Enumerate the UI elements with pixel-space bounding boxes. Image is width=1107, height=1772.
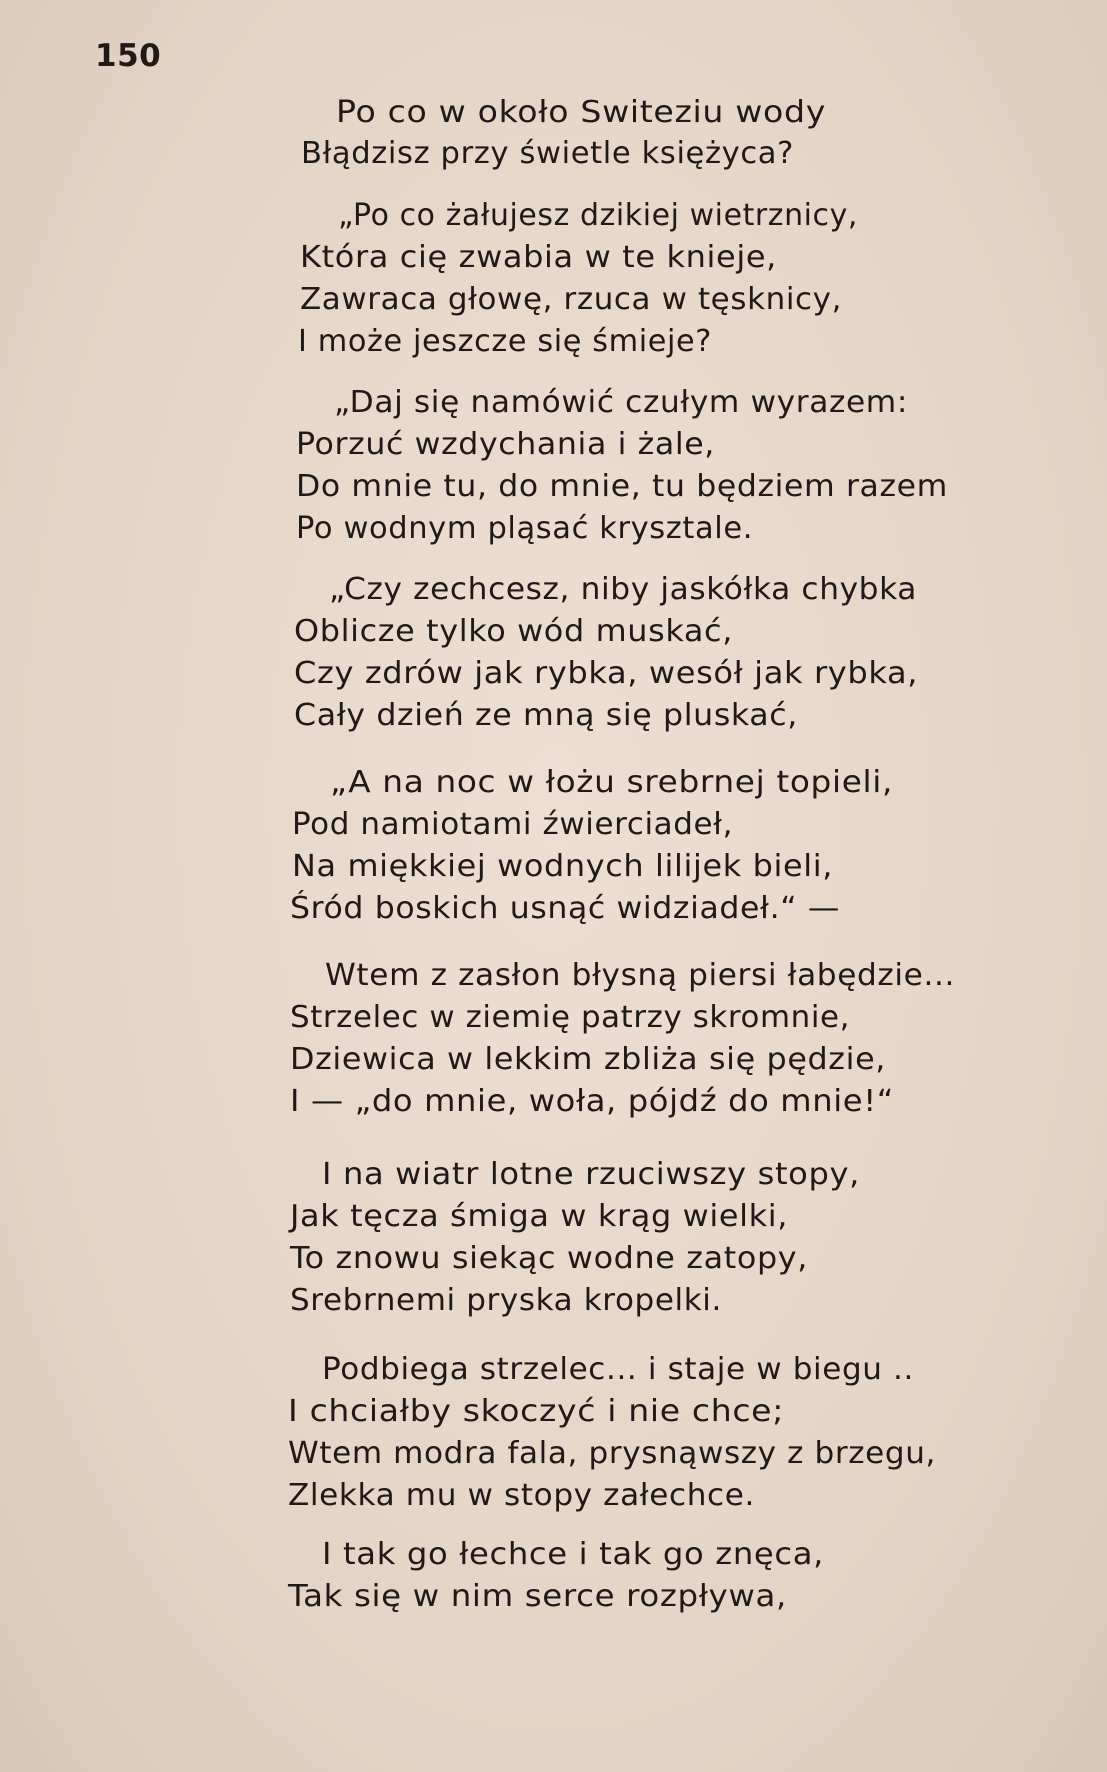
poem-line: Tak się w nim serce rozpływa, bbox=[288, 1579, 787, 1614]
poem-line: Do mnie tu, do mnie, tu będziem razem bbox=[296, 469, 948, 504]
poem-line: To znowu siekąc wodne zatopy, bbox=[290, 1241, 809, 1276]
poem-line: Jak tęcza śmiga w krąg wielki, bbox=[290, 1199, 789, 1234]
poem-line: Na miękkiej wodnych lilijek bieli, bbox=[292, 849, 834, 884]
poem-line: I na wiatr lotne rzuciwszy stopy, bbox=[322, 1157, 860, 1192]
poem-line: Oblicze tylko wód muskać, bbox=[294, 614, 733, 649]
page-number: 150 bbox=[95, 38, 162, 74]
poem-line: Dziewica w lekkim zbliża się pędzie, bbox=[290, 1042, 886, 1077]
poem-line: „Czy zechcesz, niby jaskółka chybka bbox=[329, 572, 917, 607]
poem-line: Śród boskich usnąć widziadeł.“ — bbox=[290, 891, 841, 926]
poem-line: Zawraca głowę, rzuca w tęsknicy, bbox=[300, 282, 843, 317]
poem-line: Zlekka mu w stopy załechce. bbox=[288, 1478, 755, 1513]
poem-line: „A na noc w łożu srebrnej topieli, bbox=[330, 765, 894, 800]
poem-line: Po wodnym pląsać krysztale. bbox=[296, 511, 754, 546]
poem-line: Strzelec w ziemię patrzy skromnie, bbox=[290, 1000, 851, 1035]
poem-line: Czy zdrów jak rybka, wesół jak rybka, bbox=[294, 656, 919, 691]
poem-line: I — „do mnie, woła, pójdź do mnie!“ bbox=[290, 1084, 895, 1119]
poem-line: I może jeszcze się śmieje? bbox=[298, 324, 712, 359]
poem-line: Wtem modra fala, prysnąwszy z brzegu, bbox=[288, 1436, 936, 1471]
poem-line: Błądzisz przy świetle księżyca? bbox=[301, 136, 794, 171]
poem-line: Wtem z zasłon błysną piersi łabędzie... bbox=[325, 958, 956, 993]
poem-line: Po co w około Switeziu wody bbox=[336, 95, 827, 130]
poem-line: „Daj się namówić czułym wyrazem: bbox=[334, 385, 908, 420]
poem-line: Pod namiotami źwierciadeł, bbox=[292, 807, 734, 842]
poem-line: I tak go łechce i tak go znęca, bbox=[322, 1537, 825, 1572]
poem-line: I chciałby skoczyć i nie chce; bbox=[288, 1394, 784, 1429]
poem-line: „Po co żałujesz dzikiej wietrznicy, bbox=[338, 198, 859, 233]
poem-line: Która cię zwabia w te knieje, bbox=[300, 240, 777, 275]
poem-line: Podbiega strzelec... i staje w biegu .. bbox=[322, 1352, 914, 1387]
poem-line: Cały dzień ze mną się pluskać, bbox=[294, 698, 798, 733]
poem-line: Porzuć wzdychania i żale, bbox=[296, 427, 715, 462]
poem-line: Srebrnemi pryska kropelki. bbox=[290, 1283, 723, 1318]
